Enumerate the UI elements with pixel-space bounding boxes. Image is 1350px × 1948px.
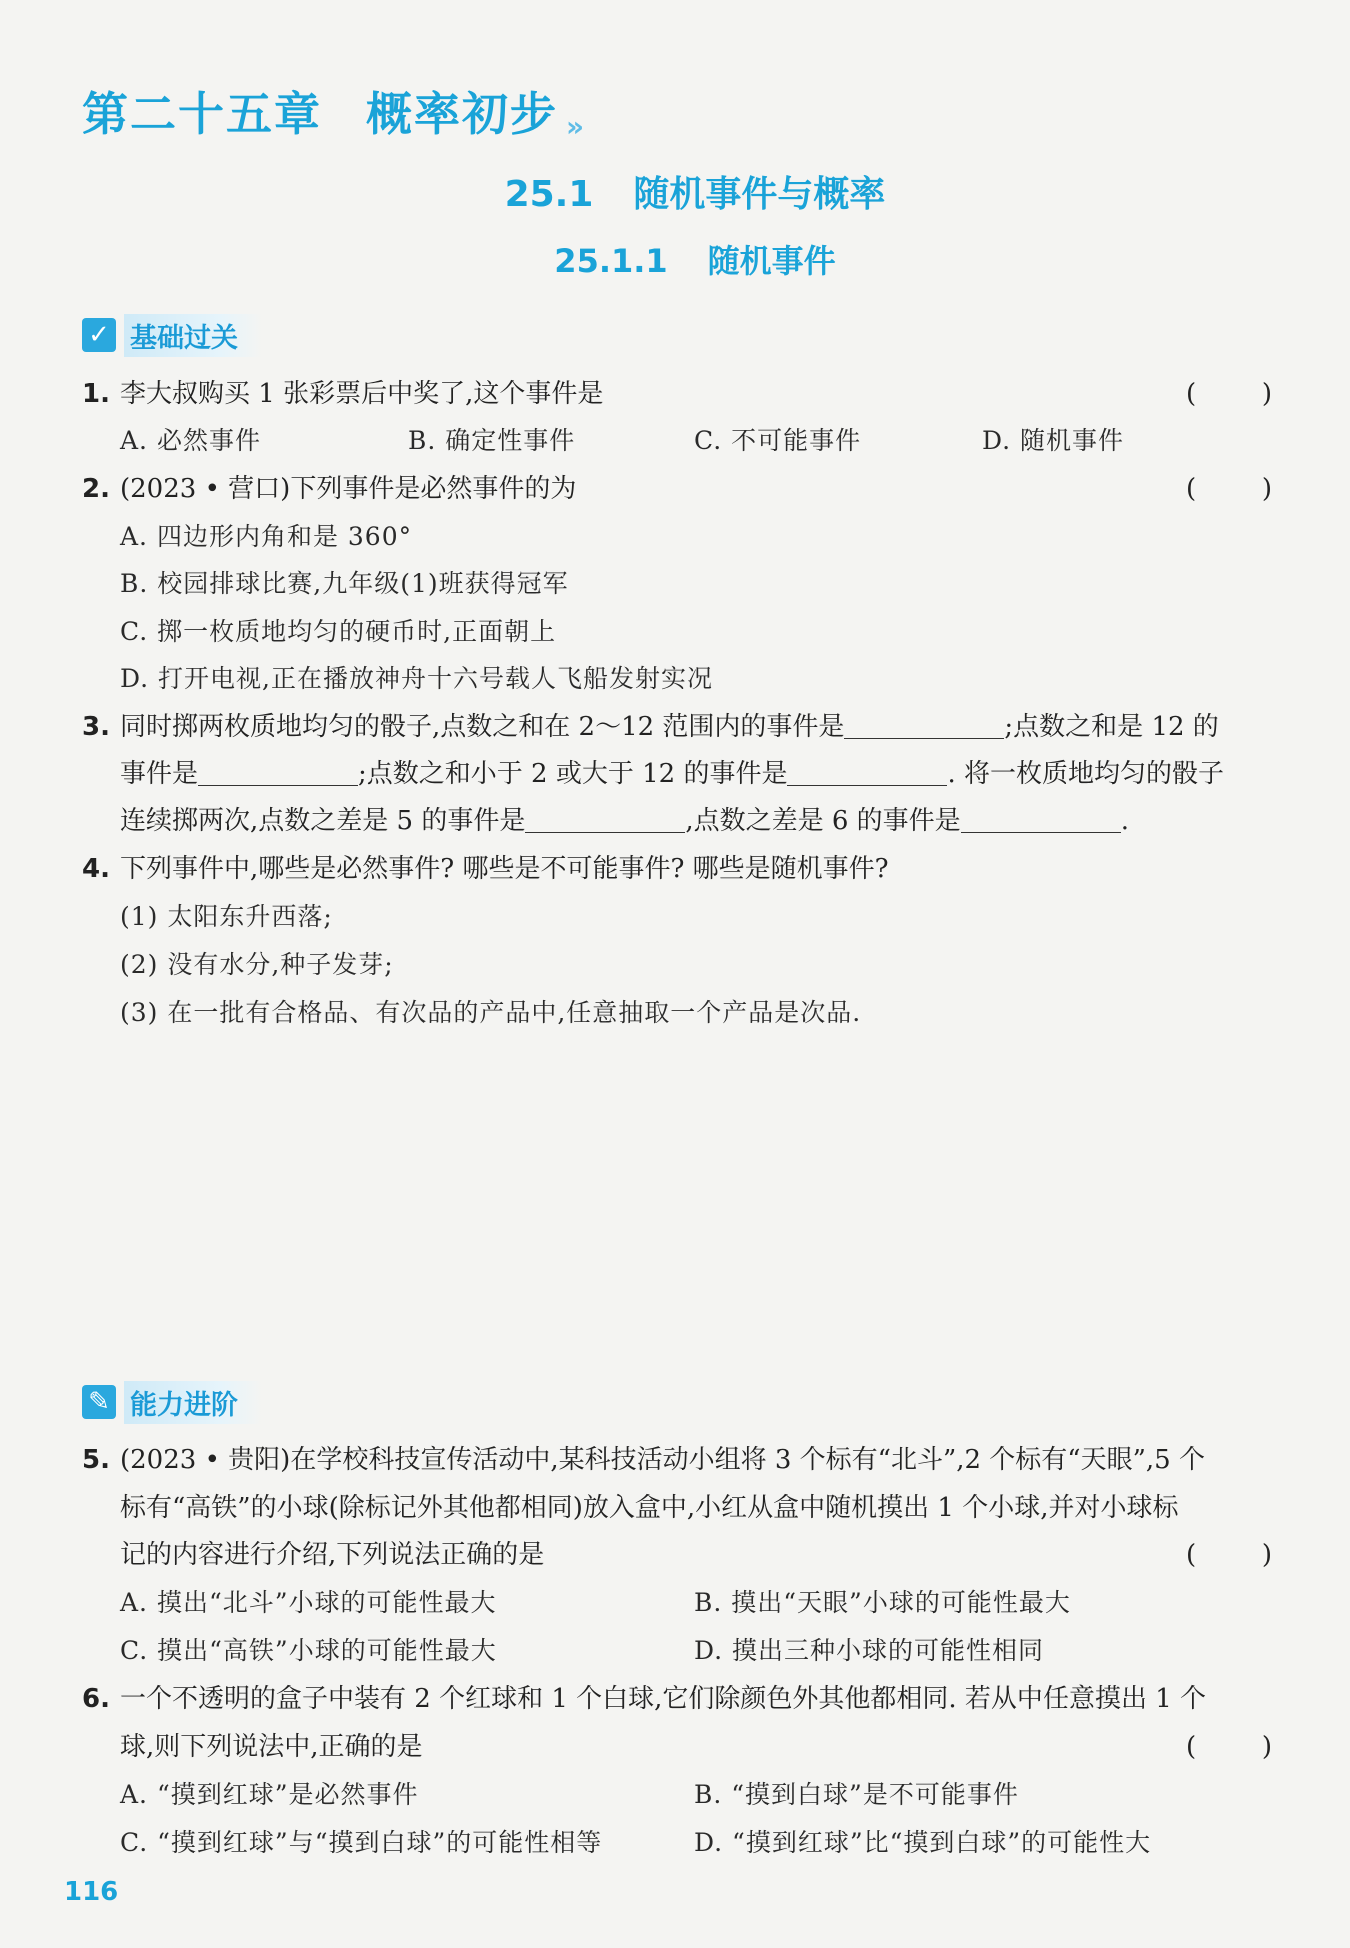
option-d: D. “摸到红球”比“摸到白球”的可能性大 xyxy=(694,1828,1152,1857)
question-3-line-3 xyxy=(120,801,1129,841)
question-number: 6. xyxy=(82,1684,110,1714)
answer-paren xyxy=(1186,374,1272,414)
question-text: (2023 • 贵阳)在学校科技宣传活动中,某科技活动小组将 3 个标有“北斗”,2 个标有“天眼”,5 个 xyxy=(120,1445,1205,1475)
sub-item-2: (2) 没有水分,种子发芽; xyxy=(120,950,394,979)
question-text: 李大叔购买 1 张彩票后中奖了,这个事件是 xyxy=(120,379,604,409)
fill-blank xyxy=(525,806,685,833)
paren-right: ) xyxy=(1261,1540,1272,1570)
question-number: 4. xyxy=(82,854,110,884)
option-b: B. 摸出“天眼”小球的可能性最大 xyxy=(694,1588,1071,1617)
question-number: 5. xyxy=(82,1445,110,1475)
question-text: 下列事件中,哪些是必然事件? 哪些是不可能事件? 哪些是随机事件? xyxy=(120,854,889,884)
option-a: A. 必然事件 xyxy=(120,426,261,455)
answer-paren xyxy=(1186,1727,1272,1767)
basic-section-tag xyxy=(82,315,262,355)
option-a: A. 摸出“北斗”小球的可能性最大 xyxy=(120,1588,497,1617)
question-number: 2. xyxy=(82,474,110,504)
section-heading xyxy=(0,166,1350,217)
paren-left: ( xyxy=(1186,1732,1197,1762)
question-2 xyxy=(82,469,576,509)
sub-item-1: (1) 太阳东升西落; xyxy=(120,902,333,931)
paren-left: ( xyxy=(1186,1540,1197,1570)
question-5-line-2: 标有“高铁”的小球(除标记外其他都相同)放入盒中,小红从盒中随机摸出 1 个小球,并对小球标 xyxy=(120,1493,1179,1523)
checkbox-icon: ✓ xyxy=(82,318,116,352)
answer-paren xyxy=(1186,1535,1272,1575)
question-6-line-2: 球,则下列说法中,正确的是 xyxy=(120,1732,423,1762)
section-title: 随机事件与概率 xyxy=(633,174,886,215)
option-a: A. “摸到红球”是必然事件 xyxy=(120,1780,419,1809)
question-text: 事件是 xyxy=(120,759,199,789)
question-1 xyxy=(82,374,603,414)
basic-section-label: 基础过关 xyxy=(124,314,262,357)
page-number: 116 xyxy=(64,1877,119,1907)
question-3-line-2 xyxy=(120,754,1224,794)
paren-left: ( xyxy=(1186,379,1197,409)
paren-right: ) xyxy=(1261,474,1272,504)
question-5-line-1 xyxy=(82,1440,1205,1480)
option-c: C. 摸出“高铁”小球的可能性最大 xyxy=(120,1636,497,1665)
question-text: (2023 • 营口)下列事件是必然事件的为 xyxy=(120,474,577,504)
double-chevron-icon: » xyxy=(566,110,581,143)
subsection-number: 25.1.1 xyxy=(554,242,668,280)
option-d: D. 打开电视,正在播放神舟十六号载人飞船发射实况 xyxy=(120,664,713,693)
option-c: C. 掷一枚质地均匀的硬币时,正面朝上 xyxy=(120,617,557,646)
option-c: C. “摸到红球”与“摸到白球”的可能性相等 xyxy=(120,1828,603,1857)
question-text: ;点数之和是 12 的 xyxy=(1004,712,1219,742)
subsection-heading xyxy=(0,236,1350,282)
chapter-number: 第二十五章 xyxy=(82,87,322,141)
option-d: D. 摸出三种小球的可能性相同 xyxy=(694,1636,1045,1665)
question-5-line-3: 记的内容进行介绍,下列说法正确的是 xyxy=(120,1540,545,1570)
paren-left: ( xyxy=(1186,474,1197,504)
question-text: 连续掷两次,点数之差是 5 的事件是 xyxy=(120,806,526,836)
fill-blank xyxy=(198,759,358,786)
question-text: . xyxy=(1120,806,1129,836)
paren-right: ) xyxy=(1261,379,1272,409)
question-3-line-1 xyxy=(82,707,1219,747)
answer-paren xyxy=(1186,469,1272,509)
question-text: 同时掷两枚质地均匀的骰子,点数之和在 2～12 范围内的事件是 xyxy=(120,712,845,742)
subsection-title: 随机事件 xyxy=(707,242,836,280)
question-text: ,点数之差是 6 的事件是 xyxy=(685,806,961,836)
advanced-section-label: 能力进阶 xyxy=(124,1381,262,1424)
question-text: ;点数之和小于 2 或大于 12 的事件是 xyxy=(358,759,788,789)
question-6-line-1 xyxy=(82,1679,1206,1719)
question-text: 一个不透明的盒子中装有 2 个红球和 1 个白球,它们除颜色外其他都相同. 若从中任意摸出 1 个 xyxy=(120,1684,1207,1714)
pencil-icon: ✎ xyxy=(82,1385,116,1419)
chapter-title: 概率初步 xyxy=(366,87,558,141)
section-number: 25.1 xyxy=(504,174,594,215)
option-b: B. 校园排球比赛,九年级(1)班获得冠军 xyxy=(120,569,569,598)
chapter-heading xyxy=(82,78,580,144)
question-number: 3. xyxy=(82,712,110,742)
option-a: A. 四边形内角和是 360° xyxy=(120,522,413,551)
option-b: B. “摸到白球”是不可能事件 xyxy=(694,1780,1019,1809)
fill-blank xyxy=(844,712,1004,739)
question-text: . 将一枚质地均匀的骰子 xyxy=(947,759,1224,789)
option-b: B. 确定性事件 xyxy=(408,426,576,455)
fill-blank xyxy=(961,806,1121,833)
option-d: D. 随机事件 xyxy=(982,426,1125,455)
paren-right: ) xyxy=(1261,1732,1272,1762)
option-c: C. 不可能事件 xyxy=(694,426,862,455)
question-4 xyxy=(82,849,889,889)
advanced-section-tag xyxy=(82,1382,262,1422)
sub-item-3: (3) 在一批有合格品、有次品的产品中,任意抽取一个产品是次品. xyxy=(120,998,862,1027)
question-number: 1. xyxy=(82,379,110,409)
fill-blank xyxy=(787,759,947,786)
